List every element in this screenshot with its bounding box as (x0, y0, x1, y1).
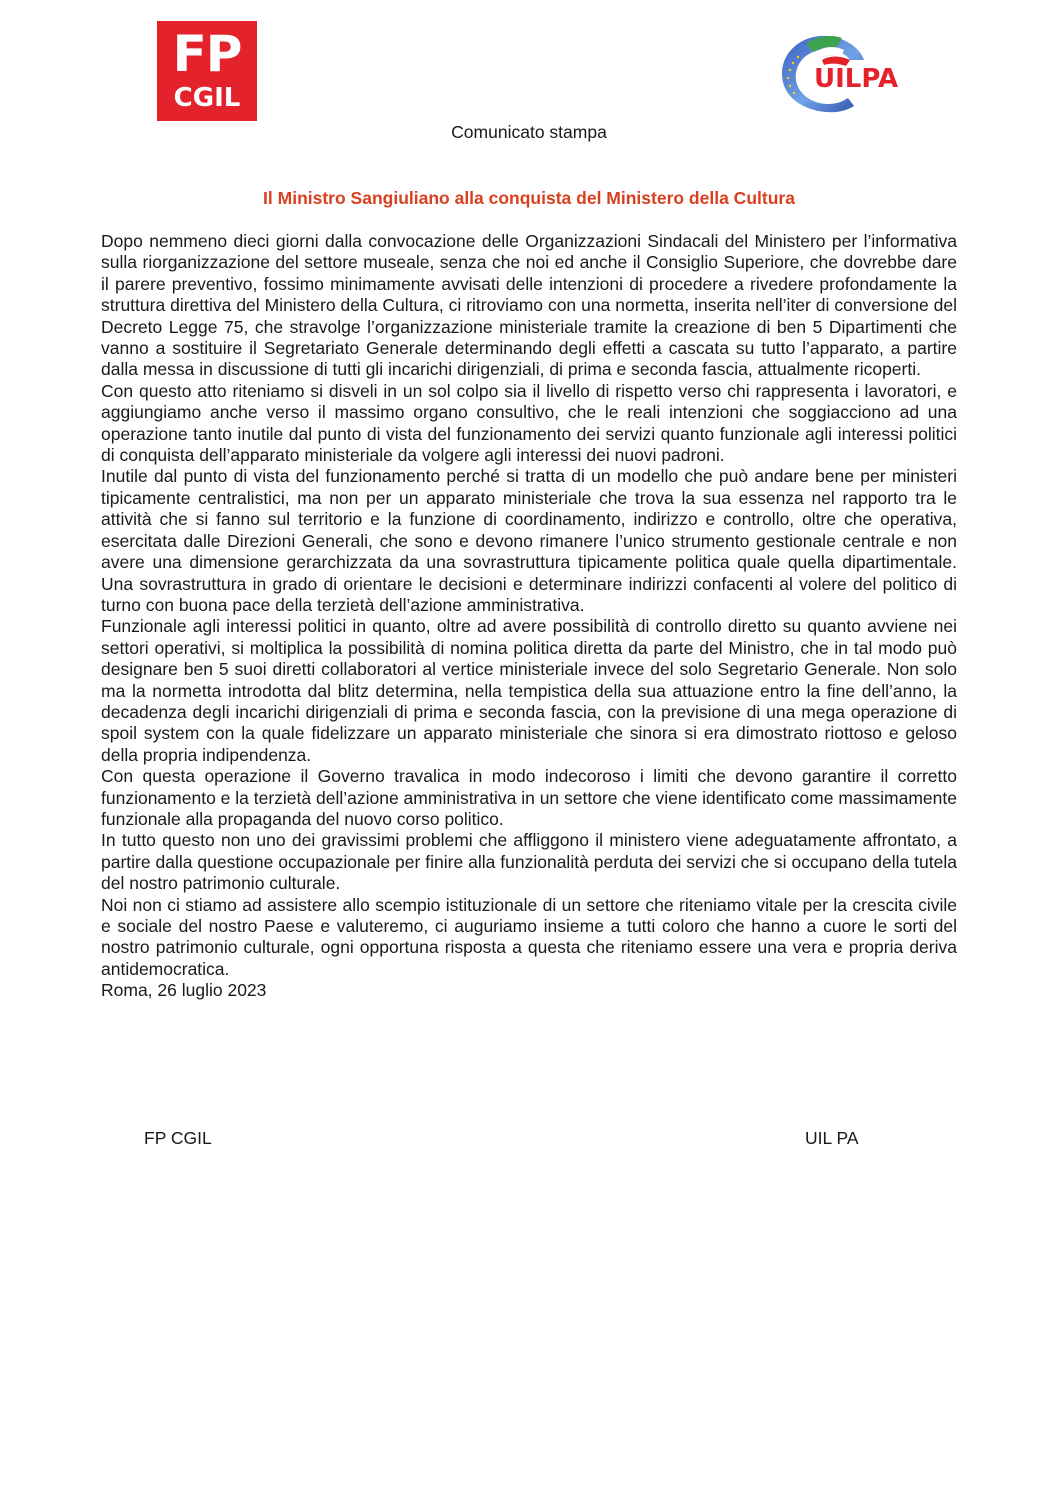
body-paragraph: Con questo atto riteniamo si disveli in un sol colpo sia il livello di rispetto verso chi rappresenta i lavoratori, e aggiungiamo anche verso il massimo organo consultivo, che le reali intenzioni che soggiacciono ad una operazione tanto inutile dal punto di vista del funzionamento dei servizi quanto funzionale agli interessi politici di conquista dell’apparato ministeriale da volgere agli interessi dei nuovi padroni. (101, 380, 957, 466)
press-release-body (101, 231, 957, 1002)
body-paragraph: Dopo nemmeno dieci giorni dalla convocazione delle Organizzazioni Sindacali del Ministero per l’informativa sulla riorganizzazione del settore museale, senza che noi ed anche il Consiglio Superiore, che dovrebbe dare il parere preventivo, fossimo minimamente avvisati delle intenzioni di procedere a rivedere profondamente la struttura direttiva del Ministero della Cultura, ci ritroviamo con una normetta, inserita nell’iter di conversione del Decreto Legge 75, che stravolge l’organizzazione ministeriale tramite la creazione di ben 5 Dipartimenti che vanno a sostituire il Segretariato Generale determinando degli effetti a cascata su tutto l’apparato, a partire dalla messa in discussione di tutti gli incarichi dirigenziali, di prima e seconda fascia, attualmente ricoperti. (101, 231, 957, 380)
body-paragraph: Noi non ci stiamo ad assistere allo scempio istituzionale di un settore che riteniamo vitale per la crescita civile e sociale del nostro Paese e valuteremo, ci auguriamo insieme a tutti coloro che hanno a cuore le sorti del nostro patrimonio culturale, ogni opportuna risposta a questa che riteniamo essere una vera e propria deriva antidemocratica. (101, 894, 957, 979)
body-paragraph: In tutto questo non uno dei gravissimi problemi che affliggono il ministero viene adeguatamente affrontato, a partire dalla questione occupazionale per finire alla funzionalità perduta dei servizi che si occupano della tutela del nostro patrimonio culturale. (101, 830, 957, 894)
uilpa-logo-text: UILPA (814, 64, 898, 94)
date-line: Roma, 26 luglio 2023 (101, 980, 267, 1001)
body-paragraph: Inutile dal punto di vista del funzionamento perché si tratta di un modello che può andare bene per ministeri tipicamente centralistici, ma non per un apparato ministeriale che trova la sua essenza nel rapporto tra le attività che si fanno sul territorio e la funzione di coordinamento, indirizzo e controllo, oltre che operativa, esercitata dalle Direzioni Generali, che sono e devono rimanere l’unico strumento gestionale centrale e non avere una dimensione gerarchizzata da una sovrastruttura tipicamente politica quale quella dipartimentale. Una sovrastruttura in grado di orientare le decisioni e determinare indirizzi confacenti al volere del politico di turno con buona pace della terzietà dell’azione amministrativa. (101, 466, 957, 615)
document-type: Comunicato stampa (451, 122, 607, 142)
fp-cgil-logo-line2: CGIL (173, 83, 241, 113)
signature-fp-cgil: FP CGIL (144, 1128, 212, 1148)
body-paragraph: Con questa operazione il Governo travalica in modo indecoroso i limiti che devono garantire il corretto funzionamento e la terzietà dell’azione amministrativa in un settore che viene identificato come massimamente funzionale alla propaganda del nuovo corso politico. (101, 766, 957, 829)
document-title: Il Ministro Sangiuliano alla conquista del Ministero della Cultura (263, 188, 795, 208)
body-paragraph: Funzionale agli interessi politici in quanto, oltre ad avere possibilità di controllo diretto su quanto avviene nei settori operativi, si moltiplica la possibilità di nomina politica diretta da parte del Ministro, che in tal modo può designare ben 5 suoi diretti collaboratori al vertice ministeriale invece del solo Segretario Generale. Non solo ma la normetta introdotta dal blitz determina, nella tempistica della sua attuazione entro la fine dell’anno, la decadenza degli incarichi dirigenziali di prima e seconda fascia, con la previsione di una mega operazione di spoil system con la quale fidelizzare un apparato ministeriale che sinora si era dimostrato riottoso e geloso della propria indipendenza. (101, 616, 957, 765)
fp-cgil-logo (157, 21, 257, 121)
signature-uil-pa: UIL PA (805, 1128, 859, 1148)
fp-cgil-logo-line1: FP (172, 25, 242, 83)
uilpa-logo (776, 30, 898, 114)
